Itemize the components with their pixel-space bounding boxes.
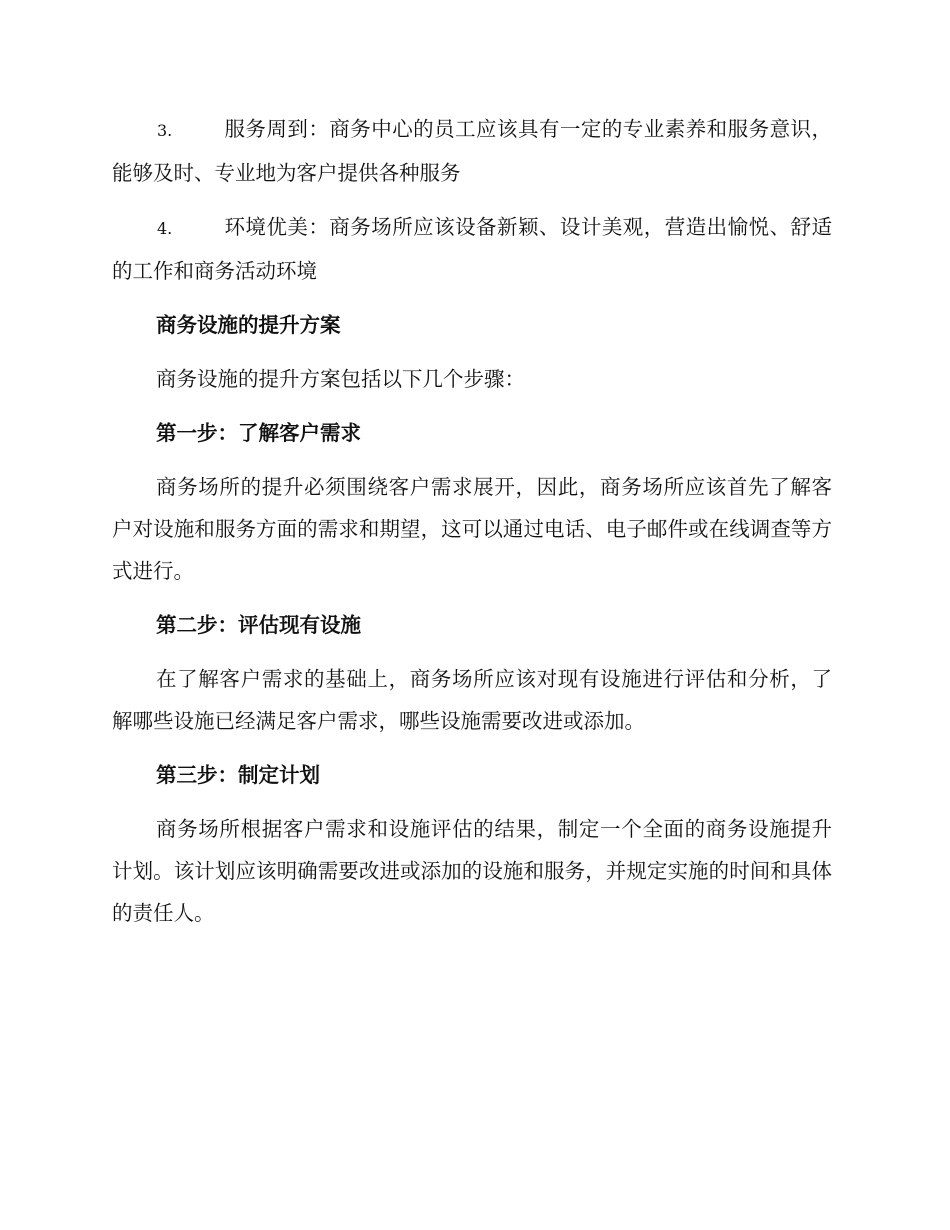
list-number: 3.	[157, 121, 173, 140]
step-3-paragraph: 商务场所根据客户需求和设施评估的结果，制定一个全面的商务设施提升计划。该计划应该明确需要改进或添加的设施和服务，并规定实施的时间和具体的责任人。	[112, 817, 832, 925]
list-item-3	[112, 108, 832, 194]
document-body	[112, 108, 832, 946]
step-3-heading: 第三步：制定计划	[156, 763, 320, 787]
section-heading: 商务设施的提升方案	[156, 313, 341, 337]
step-1-paragraph: 商务场所的提升必须围绕客户需求展开，因此，商务场所应该首先了解客户对设施和服务方面的需求和期望，这可以通过电话、电子邮件或在线调查等方式进行。	[112, 475, 832, 583]
list-item-4	[112, 206, 832, 292]
list-number: 4.	[157, 219, 173, 238]
list-item-text: 服务周到：商务中心的员工应该具有一定的专业素养和服务意识，能够及时、专业地为客户提供各种服务	[112, 117, 832, 185]
step-2-heading: 第二步：评估现有设施	[156, 613, 361, 637]
step-1-heading: 第一步：了解客户需求	[156, 421, 361, 445]
intro-paragraph: 商务设施的提升方案包括以下几个步骤：	[156, 367, 525, 391]
list-item-text: 环境优美：商务场所应该设备新颖、设计美观，营造出愉悦、舒适的工作和商务活动环境	[112, 215, 832, 283]
step-2-paragraph: 在了解客户需求的基础上，商务场所应该对现有设施进行评估和分析，了解哪些设施已经满足客户需求，哪些设施需要改进或添加。	[112, 667, 832, 733]
